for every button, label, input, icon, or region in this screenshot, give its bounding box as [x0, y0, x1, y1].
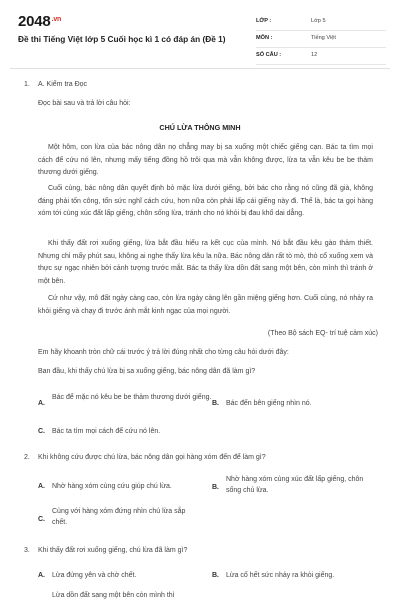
- meta-key: MÔN :: [256, 35, 273, 41]
- section-heading: A. Kiểm tra Đọc: [38, 81, 88, 88]
- option-text: Nhờ hàng xóm cùng xúc đất lấp giếng, chôn sống chú lừa.: [226, 476, 364, 494]
- option-label: C.: [38, 428, 45, 435]
- option-text: Nhờ hàng xóm cùng cứu giúp chú lừa.: [52, 483, 172, 490]
- question-number: 2.: [24, 454, 30, 461]
- option-text: Lừa dồn đất sang một bên còn mình thì: [52, 592, 175, 599]
- document-title: Đề thi Tiếng Việt lớp 5 Cuối học kì 1 có đáp án (Đề 1): [18, 34, 226, 44]
- meta-key: LỚP :: [256, 18, 272, 24]
- meta-value: 12: [311, 52, 318, 58]
- option-label: A.: [38, 483, 45, 490]
- meta-key: SỐ CÂU :: [256, 52, 282, 58]
- logo-text: 2048: [18, 13, 51, 30]
- question-number: 1.: [24, 81, 30, 88]
- question-text: Khi không cứu được chú lừa, bác nông dân gọi hàng xóm đến để làm gì?: [38, 454, 266, 461]
- header-divider: [10, 68, 390, 69]
- option-label: B.: [212, 572, 219, 579]
- question-text: Ban đầu, khi thấy chú lừa bị sa xuống giếng, bác nông dân đã làm gì?: [38, 368, 256, 375]
- option-text: Lừa đứng yên và chờ chết.: [52, 572, 137, 579]
- meta-row-subject: [256, 31, 386, 48]
- answer-prompt: Em hãy khoanh tròn chữ cái trước ý trả lời đúng nhất cho từng câu hỏi dưới đây:: [38, 349, 289, 356]
- document-meta: [256, 14, 386, 65]
- question-text: Khi thấy đất rơi xuống giếng, chú lừa đã làm gì?: [38, 547, 188, 554]
- option-text: Bác ta tìm mọi cách để cứu nó lên.: [52, 428, 161, 435]
- option-text: Bác để mặc nó kêu be be thảm thương dưới giếng.: [52, 394, 212, 401]
- option-label: B.: [212, 400, 219, 407]
- option-label: B.: [212, 484, 219, 491]
- meta-value: Tiếng Việt: [311, 35, 336, 41]
- option-label: C.: [38, 516, 45, 523]
- option-text: Bác đến bên giếng nhìn nó.: [226, 400, 312, 407]
- option-text: Cùng với hàng xóm đứng nhìn chú lừa sắp chết.: [52, 508, 186, 526]
- meta-row-count: [256, 48, 386, 65]
- story-paragraph: Một hôm, con lừa của bác nông dân nọ chẳng may bị sa xuống một chiếc giếng cạn. Bác ta tìm mọi cách để cứu nó lên, nhưng mấy tiếng đồng hồ trôi qua mà vẫn không được, lừa ta vẫn kêu be be thảm thương dưới giếng.: [38, 144, 373, 177]
- meta-value: Lớp 5: [311, 18, 326, 24]
- question-number: 3.: [24, 547, 30, 554]
- story-title: CHÚ LỪA THÔNG MINH: [159, 123, 241, 132]
- site-logo[interactable]: [18, 13, 61, 30]
- logo-tld: .vn: [51, 16, 62, 23]
- story-paragraph: Cuối cùng, bác nông dân quyết định bỏ mặc lừa dưới giếng, bởi bác cho rằng nó cũng đã già, không đáng phải tốn công, tốn sức nghĩ cách cứu, hơn nữa còn phải lấp cái giếng này đi. Thế là, bác ta gọi hàng xóm tới cùng xúc đất lấp giếng, chôn sống lừa, tránh cho nó khỏi bị đau khổ dai dẳng.: [38, 185, 373, 218]
- reading-instruction: Đọc bài sau và trả lời câu hỏi:: [38, 100, 131, 107]
- option-text: Lừa cố hết sức nhảy ra khỏi giếng.: [226, 572, 335, 579]
- story-paragraph: Khi thấy đất rơi xuống giếng, lừa bắt đầu hiểu ra kết cục của mình. Nó bắt đầu kêu gào thảm thiết. Nhưng chỉ mấy phút sau, không ai nghe thấy lừa kêu la nữa. Bác nông dân rất tò mò, thò cổ xuống xem và thực sự ngạc nhiên bởi cảnh tượng trước mắt. Bác ta thấy lừa dồn đất sang một bên, còn mình thì tránh ở một bên.: [38, 240, 373, 285]
- story-paragraph: Cứ như vậy, mô đất ngày càng cao, còn lừa ngày càng lên gần miệng giếng hơn. Cuối cùng, nó nhảy ra khỏi giếng và chạy đi trước ánh mắt kinh ngạc của mọi người.: [38, 295, 373, 315]
- document-header: [0, 0, 400, 62]
- meta-row-grade: [256, 14, 386, 31]
- story-source: (Theo Bộ sách EQ- trí tuệ cảm xúc): [267, 330, 378, 337]
- option-label: A.: [38, 400, 45, 407]
- option-label: A.: [38, 572, 45, 579]
